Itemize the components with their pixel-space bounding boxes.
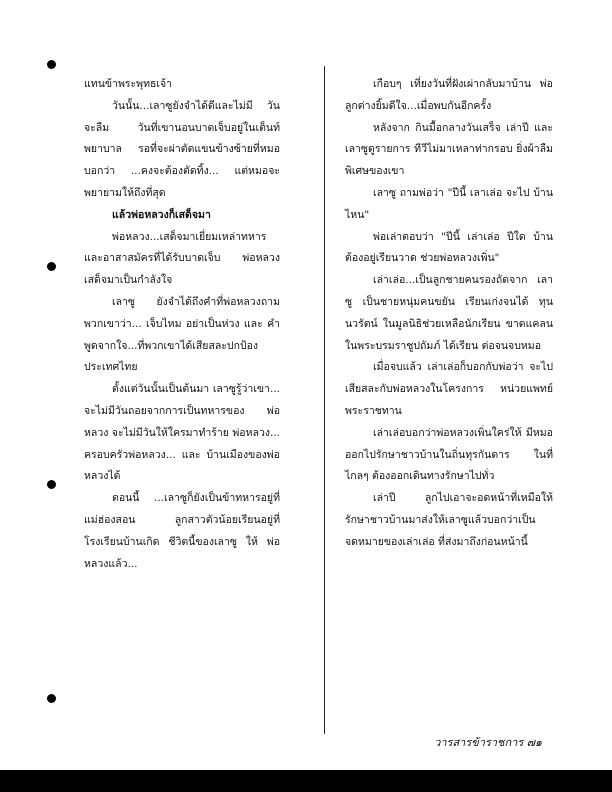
paragraph: ตั้งแต่วันนั้นเป็นต้นมา เลาซูรู้ว่าเขา... จะไม่มีวันถอยจากการเป็นทหารของ พ่อหลวง จะไม่มีวันให้ใครมาทำร้าย พ่อหลวง... ครอบครัวพ่อหลวง... และ บ้านเมืองของพ่อหลวงได้ — [84, 383, 280, 483]
paragraph: เลาซู ยังจำได้ถึงคำที่พ่อหลวงถาม พวกเขาว่า... เจ็บไหม อย่าเป็นห่วง และ คำพูดจากใจ...ที่พวกเขาได้เสียสละปกป้อง ประเทศไทย — [84, 295, 280, 374]
page-footer: วารสารข้าราชการ ๗๑ — [434, 736, 542, 749]
paragraph: ตอนนี้ ...เลาซูก็ยังเป็นข้าทหารอยู่ที่ แม่ฮ่องสอน ลูกสาวตัวน้อยเรียนอยู่ที่ โรงเรียนบ้านเกิด ชีวิตนี้ของเลาซู ให้ พ่อหลวงแล้ว... — [84, 492, 280, 570]
paragraph: พ่อเล่าตอบว่า "ปีนี้ เล่าเล่อ ปีใด บ้าน ต้องอยู่เรียนวาด ช่วยพ่อหลวงเพิ่น" — [345, 230, 553, 265]
paragraph: เลาซู ถามพ่อว่า "ปีนี้ เลาเล่อ จะไป บ้านไหน" — [345, 186, 553, 221]
paragraph: พ่อหลวง...เสด็จมาเยี่ยมเหล่าทหาร และอาสาสมัครที่ได้รับบาดเจ็บ พ่อหลวง เสด็จมาเป็นกำลังใจ — [84, 230, 280, 287]
right-column — [345, 74, 553, 554]
binder-hole-icon — [47, 262, 56, 271]
left-column — [84, 74, 280, 575]
paragraph: แทนข้าพระพุทธเจ้า — [84, 78, 173, 90]
paragraph: วันนั้น...เลาซูยังจำได้ดีและไม่มี วัน จะลืม วันที่เขานอนบาดเจ็บอยู่ในเต็นท์ พยาบาล รอที่จะผ่าตัดแขนข้างซ้ายที่หมอ บอกว่า ...คงจะต้องตัดทิ้ง... แต่หมอจะ พยายามให้ถึงที่สุด — [84, 99, 280, 199]
paragraph: เมื่อจบแล้ว เล่าเล่อก็บอกกับพ่อว่า จะไปเสียสละกับพ่อหลวงในโครงการ หน่วยแพทย์พระราชทาน — [345, 361, 553, 417]
paragraph: หลังจาก กินมื้อกลางวันเสร็จ เล่าปี และเลาซูดูรายการ ทีวีไม่มาเหลาท่ากรอบ ยิ่งผ้าลืมพิเศษของเขา — [345, 121, 553, 178]
scan-bottom-bar — [0, 770, 612, 792]
binder-hole-icon — [47, 480, 56, 489]
binder-hole-icon — [47, 694, 56, 703]
paragraph: เล่าเล่อ...เป็นลูกชายคนรองถัดจาก เลาซู เป็นชายหนุ่มคนขยัน เรียนเก่งจนได้ ทุนนวรัตน์ ในมูลนิธิช่วยเหลือนักเรียน ขาดแคลนในพระบรมราชูปถัมภ์ ได้เรียน ต่อจนจบหมอ — [345, 274, 553, 352]
paragraph: เล่าปี ลูกไปเอาจะอดหน้าที่เหมือให้ รักษาชาวบ้านมาส่งให้เลาซูแล้วบอกว่าเป็น จดหมายของเล่าเล่อ ที่ส่งมาถึงก่อนหน้านี้ — [345, 492, 553, 548]
column-divider — [324, 66, 325, 734]
paragraph: เกือบๆ เที่ยงวันที่ฝังเผ่ากลับมาบ้าน พ่อลูกต่างยิ้มดีใจ...เมื่อพบกันอีกครั้ง — [345, 78, 553, 112]
paragraph: แล้วพ่อหลวงก็เสด็จมา — [112, 208, 211, 221]
binder-hole-icon — [47, 60, 56, 69]
paragraph: เล่าเล่อบอกว่าพ่อหลวงเพิ่นใคร่ให้ มีหมอออกไปรักษาชาวบ้านในถิ่นทุรกันดาร ในที่ไกลๆ ต้องออกเดินทางรักษาไปทั่ว — [345, 426, 553, 483]
